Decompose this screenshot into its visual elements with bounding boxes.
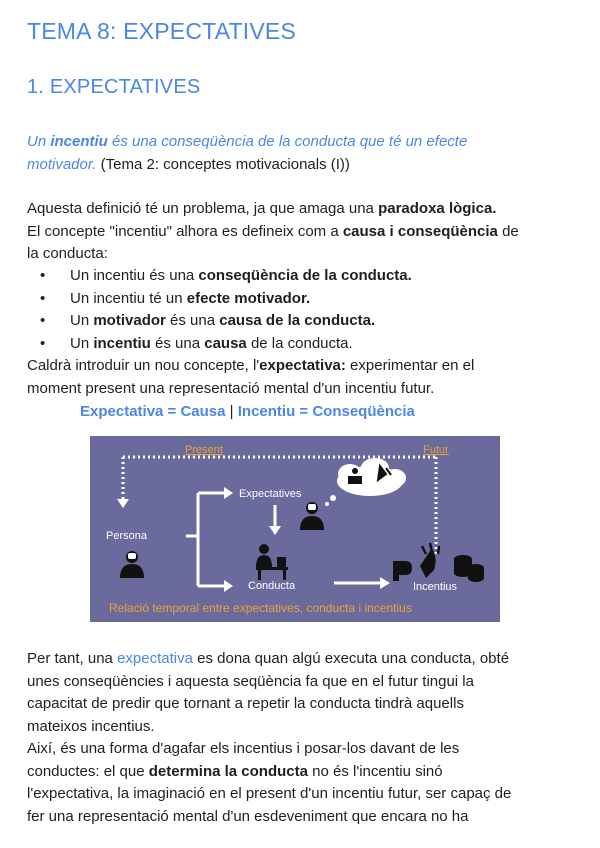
label-incentius: Incentius bbox=[413, 581, 458, 593]
paragraph-conclusion: Per tant, una expectativa es dona quan algú executa una conducta, obté unes conseqüències i aquesta seqüència fa que en el futur tingui la capacitat de predir que tornant a repetir la conducta tindrà aquells mateixos incentius. Així, és una forma d'agafar els incentius i posar-los davant de les conductes: el que determina la conducta no és l'incentiu sinó l'expectativa, la imaginació en el present d'un incentiu futur, ser capaç de fer una representació mental d'un esdeveniment que encara no ha bbox=[27, 650, 512, 825]
label-expectatives: Expectatives bbox=[239, 488, 302, 500]
figure-caption: Relació temporal entre expectatives, conducta i incentius bbox=[109, 601, 412, 615]
list-item: • Un incentiu és una conseqüència de la conducta. bbox=[27, 265, 412, 288]
paragraph-paradox: Aquesta definició té un problema, ja que amaga una paradoxa lògica. El concepte "incentiu" alhora es defineix com a causa i conseqüència de la conducta: bbox=[27, 200, 519, 262]
diagram-background bbox=[90, 436, 500, 622]
list-item: • Un motivador és una causa de la conducta. bbox=[27, 310, 412, 333]
list-item: • Un incentiu té un efecte motivador. bbox=[27, 288, 412, 311]
label-persona: Persona bbox=[106, 530, 147, 542]
page-title: TEMA 8: EXPECTATIVES bbox=[27, 18, 296, 44]
expectatives-diagram bbox=[90, 436, 500, 622]
formula-line: Expectativa = Causa | Incentiu = Conseqüència bbox=[80, 403, 415, 420]
label-conducta: Conducta bbox=[248, 580, 296, 592]
paragraph-expectativa: Caldrà introduir un nou concepte, l'expectativa: experimentar en el moment present una representació mental d'un incentiu futur. bbox=[27, 357, 475, 397]
section-heading: 1. EXPECTATIVES bbox=[27, 76, 201, 98]
label-futur: Futur bbox=[423, 444, 449, 456]
list-item: • Un incentiu és una causa de la conducta. bbox=[27, 333, 412, 356]
intro-definition: Un incentiu és una conseqüència de la conducta que té un efecte motivador. (Tema 2: conceptes motivacionals (I)) bbox=[27, 133, 468, 173]
bullet-list bbox=[27, 265, 412, 355]
label-present: Present bbox=[185, 444, 223, 456]
